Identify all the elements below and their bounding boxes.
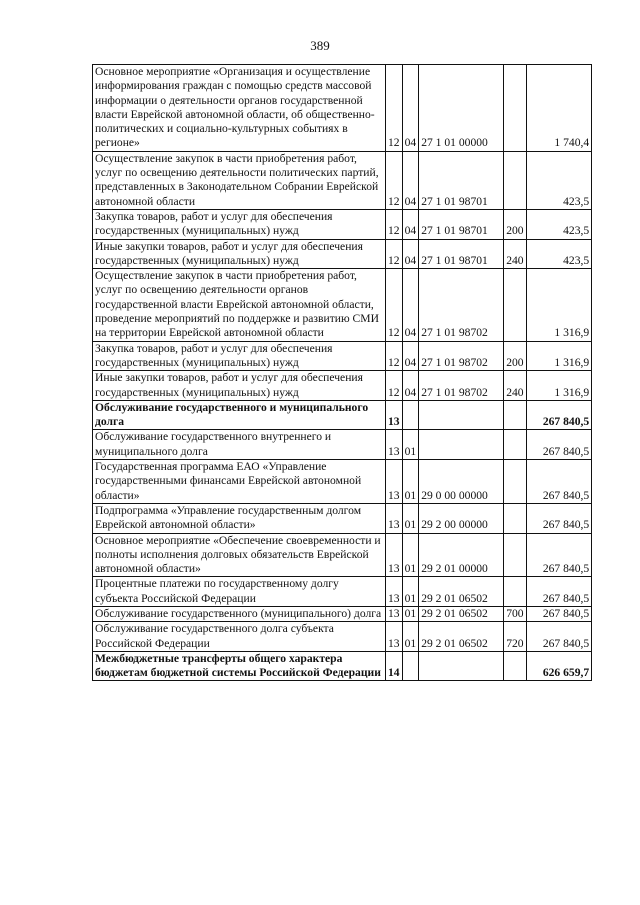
row-subsection-cell: 01: [402, 460, 419, 504]
row-subsection-cell: 04: [402, 239, 419, 269]
table-row: [93, 341, 592, 371]
row-section-cell: 12: [386, 371, 403, 401]
row-name-cell: Осуществление закупок в части приобретения работ, услуг по освещению деятельности политических партий, представленных в Законодательном Собрании Еврейской автономной области: [93, 151, 386, 209]
row-target-article-cell: 29 2 00 00000: [419, 503, 504, 533]
table-row: [93, 209, 592, 239]
table-row: [93, 65, 592, 152]
row-subsection-cell: 04: [402, 341, 419, 371]
row-subsection-cell: [402, 651, 419, 681]
row-target-article-cell: 29 2 01 06502: [419, 606, 504, 621]
row-section-cell: 14: [386, 651, 403, 681]
row-section-cell: 12: [386, 269, 403, 341]
row-target-article-cell: [419, 651, 504, 681]
row-target-article-cell: [419, 430, 504, 460]
row-subsection-cell: 01: [402, 622, 419, 652]
row-expense-type-cell: 200: [504, 209, 527, 239]
row-amount-cell: 1 740,4: [527, 65, 592, 152]
row-expense-type-cell: 700: [504, 606, 527, 621]
row-subsection-cell: 01: [402, 533, 419, 577]
row-name-cell: Основное мероприятие «Обеспечение своевременности и полноты исполнения долговых обязательств Еврейской автономной области»: [93, 533, 386, 577]
row-amount-cell: 1 316,9: [527, 269, 592, 341]
row-target-article-cell: 29 2 01 06502: [419, 622, 504, 652]
row-subsection-cell: 04: [402, 65, 419, 152]
row-section-cell: 13: [386, 460, 403, 504]
row-amount-cell: 267 840,5: [527, 577, 592, 607]
row-target-article-cell: 27 1 01 98702: [419, 371, 504, 401]
row-name-cell: Межбюджетные трансферты общего характера бюджетам бюджетной системы Российской Федерации: [93, 651, 386, 681]
table-row: [93, 151, 592, 209]
table-row: [93, 371, 592, 401]
row-name-cell: Обслуживание государственного и муниципального долга: [93, 400, 386, 430]
row-expense-type-cell: [504, 269, 527, 341]
row-target-article-cell: 27 1 01 98701: [419, 209, 504, 239]
row-amount-cell: 267 840,5: [527, 400, 592, 430]
budget-table-body: [93, 65, 592, 681]
row-subsection-cell: [402, 400, 419, 430]
row-name-cell: Обслуживание государственного внутреннего и муниципального долга: [93, 430, 386, 460]
row-amount-cell: 423,5: [527, 239, 592, 269]
row-expense-type-cell: [504, 533, 527, 577]
row-subsection-cell: 01: [402, 577, 419, 607]
table-row: [93, 577, 592, 607]
row-section-cell: 13: [386, 400, 403, 430]
row-section-cell: 13: [386, 622, 403, 652]
table-row: [93, 606, 592, 621]
table-row: [93, 430, 592, 460]
row-amount-cell: 267 840,5: [527, 606, 592, 621]
table-row: [93, 269, 592, 341]
row-subsection-cell: 01: [402, 503, 419, 533]
table-row: [93, 651, 592, 681]
row-amount-cell: 267 840,5: [527, 503, 592, 533]
row-name-cell: Процентные платежи по государственному долгу субъекта Российской Федерации: [93, 577, 386, 607]
row-name-cell: Осуществление закупок в части приобретения работ, услуг по освещению деятельности органов государственной власти Еврейской автономной области, проведение мероприятий по поддержке и развитию СМИ на территории Еврейской автономной области: [93, 269, 386, 341]
row-target-article-cell: 29 2 01 06502: [419, 577, 504, 607]
page-number: 389: [310, 38, 330, 53]
row-section-cell: 12: [386, 341, 403, 371]
row-expense-type-cell: 720: [504, 622, 527, 652]
row-expense-type-cell: [504, 577, 527, 607]
row-section-cell: 13: [386, 503, 403, 533]
row-name-cell: Иные закупки товаров, работ и услуг для обеспечения государственных (муниципальных) нужд: [93, 371, 386, 401]
row-amount-cell: 1 316,9: [527, 371, 592, 401]
row-amount-cell: 267 840,5: [527, 430, 592, 460]
row-amount-cell: 423,5: [527, 151, 592, 209]
row-expense-type-cell: [504, 65, 527, 152]
row-section-cell: 12: [386, 151, 403, 209]
row-subsection-cell: 04: [402, 209, 419, 239]
row-target-article-cell: 27 1 01 98702: [419, 269, 504, 341]
row-expense-type-cell: [504, 430, 527, 460]
row-name-cell: Государственная программа ЕАО «Управление государственными финансами Еврейской автономной области»: [93, 460, 386, 504]
row-target-article-cell: 29 2 01 00000: [419, 533, 504, 577]
row-target-article-cell: 27 1 01 98701: [419, 151, 504, 209]
row-name-cell: Закупка товаров, работ и услуг для обеспечения государственных (муниципальных) нужд: [93, 341, 386, 371]
row-name-cell: Иные закупки товаров, работ и услуг для обеспечения государственных (муниципальных) нужд: [93, 239, 386, 269]
row-amount-cell: 267 840,5: [527, 460, 592, 504]
row-expense-type-cell: [504, 651, 527, 681]
row-amount-cell: 267 840,5: [527, 622, 592, 652]
row-expense-type-cell: 240: [504, 371, 527, 401]
row-name-cell: Обслуживание государственного (муниципального) долга: [93, 606, 386, 621]
budget-table: [92, 64, 592, 681]
row-expense-type-cell: 240: [504, 239, 527, 269]
row-target-article-cell: 27 1 01 98702: [419, 341, 504, 371]
row-name-cell: Основное мероприятие «Организация и осуществление информирования граждан с помощью средств массовой информации о деятельности органов государственной власти Еврейской автономной области, об общественно-политических и социально-культурных событиях в регионе»: [93, 65, 386, 152]
table-row: [93, 533, 592, 577]
row-target-article-cell: 27 1 01 00000: [419, 65, 504, 152]
row-expense-type-cell: [504, 151, 527, 209]
row-expense-type-cell: 200: [504, 341, 527, 371]
row-subsection-cell: 04: [402, 269, 419, 341]
table-row: [93, 622, 592, 652]
row-subsection-cell: 04: [402, 371, 419, 401]
row-target-article-cell: 29 0 00 00000: [419, 460, 504, 504]
row-expense-type-cell: [504, 400, 527, 430]
row-section-cell: 12: [386, 239, 403, 269]
row-name-cell: Подпрограмма «Управление государственным долгом Еврейской автономной области»: [93, 503, 386, 533]
row-subsection-cell: 01: [402, 430, 419, 460]
row-amount-cell: 626 659,7: [527, 651, 592, 681]
table-row: [93, 503, 592, 533]
row-subsection-cell: 01: [402, 606, 419, 621]
row-section-cell: 13: [386, 577, 403, 607]
row-section-cell: 13: [386, 606, 403, 621]
row-amount-cell: 267 840,5: [527, 533, 592, 577]
table-row: [93, 460, 592, 504]
row-section-cell: 12: [386, 209, 403, 239]
row-section-cell: 13: [386, 430, 403, 460]
row-section-cell: 12: [386, 65, 403, 152]
row-amount-cell: 1 316,9: [527, 341, 592, 371]
row-target-article-cell: 27 1 01 98701: [419, 239, 504, 269]
row-expense-type-cell: [504, 503, 527, 533]
row-amount-cell: 423,5: [527, 209, 592, 239]
table-row: [93, 400, 592, 430]
row-section-cell: 13: [386, 533, 403, 577]
row-subsection-cell: 04: [402, 151, 419, 209]
row-name-cell: Обслуживание государственного долга субъекта Российской Федерации: [93, 622, 386, 652]
row-name-cell: Закупка товаров, работ и услуг для обеспечения государственных (муниципальных) нужд: [93, 209, 386, 239]
row-target-article-cell: [419, 400, 504, 430]
row-expense-type-cell: [504, 460, 527, 504]
table-row: [93, 239, 592, 269]
